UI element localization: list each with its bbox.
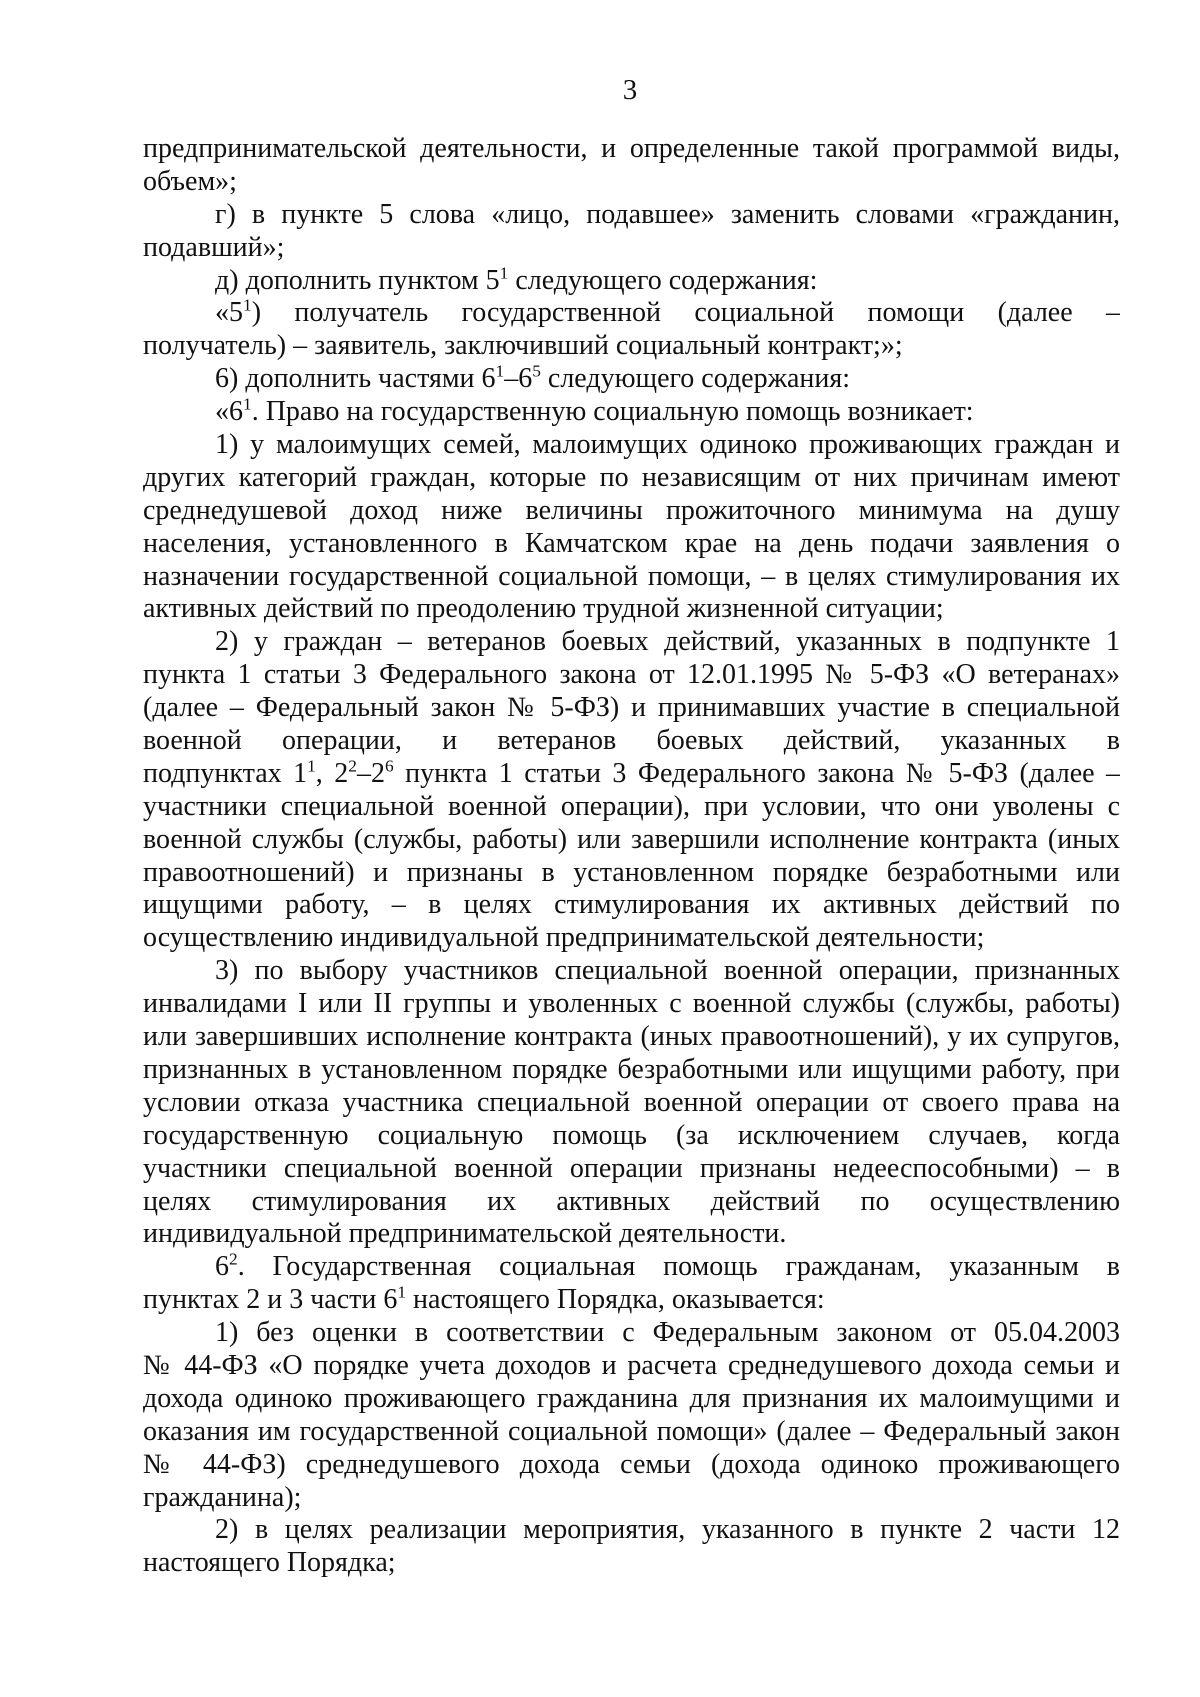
text-line: 2) в целях реализации мероприятия, указанного в пункте 2 части 12 <box>215 1514 1120 1546</box>
text-line: «$6^1$. Право на государственную социальную помощь возникает: <box>215 396 974 428</box>
text-line: активных действий по преодолению трудной жизненной ситуации; <box>143 593 944 625</box>
text-line: ищущими работу, – в целях стимулирования их активных действий по <box>143 889 1120 921</box>
text-line: настоящего Порядка; <box>143 1547 396 1579</box>
text-line: индивидуальной предпринимательской деятельности. <box>143 1218 787 1250</box>
text-line: участники специальной военной операции признаны недееспособными) – в <box>143 1152 1120 1184</box>
text-line: № 44-ФЗ) среднедушевого дохода семьи (дохода одиноко проживающего <box>143 1448 1120 1480</box>
text-line: целях стимулирования их активных действий по осуществлению <box>143 1185 1120 1217</box>
text-line: предпринимательской деятельности, и определенные такой программой виды, <box>143 133 1120 164</box>
text-line: гражданина); <box>143 1481 302 1513</box>
text-line: или завершивших исполнение контракта (иных правоотношений), у их супругов, <box>143 1021 1120 1053</box>
text-line: дохода одиноко проживающего гражданина для признания их малоимущими и <box>143 1382 1120 1414</box>
text-line: «$5^1$) получатель государственной социальной помощи (далее – <box>215 297 1120 329</box>
text-line: пунктах 2 и 3 части $6^1$ настоящего Порядка, оказывается: <box>143 1284 825 1316</box>
text-line: получатель) – заявитель, заключивший социальный контракт;»; <box>143 330 903 362</box>
text-line: пункта 1 статьи 3 Федерального закона от 12.01.1995 № 5-ФЗ «О ветеранах» <box>143 659 1120 691</box>
text-line: государственную социальную помощь (за исключением случаев, когда <box>143 1119 1120 1151</box>
text-line: объем»; <box>143 165 237 197</box>
text-line: осуществлению индивидуальной предпринимательской деятельности; <box>143 922 985 954</box>
text-line: других категорий граждан, которые по независящим от них причинам имеют <box>143 461 1120 493</box>
text-line: оказания им государственной социальной помощи» (далее – Федеральный закон <box>143 1415 1120 1447</box>
text-line: условии отказа участника специальной военной операции от своего права на <box>143 1086 1120 1118</box>
text-line: участники специальной военной операции), при условии, что они уволены с <box>143 790 1120 822</box>
text-line: (далее – Федеральный закон № 5-ФЗ) и принимавших участие в специальной <box>143 692 1120 724</box>
document-body <box>143 133 1120 1580</box>
text-line: признанных в установленном порядке безработными или ищущими работу, при <box>143 1053 1120 1085</box>
text-line: 6) дополнить частями $6^1-6^5$ следующего содержания: <box>215 363 850 395</box>
text-line: 3) по выбору участников специальной военной операции, признанных <box>215 955 1120 987</box>
text-line: населения, установленного в Камчатском крае на день подачи заявления о <box>143 527 1120 559</box>
text-line: $6^2$. Государственная социальная помощь гражданам, указанным в <box>215 1251 1120 1283</box>
text-line: 1) без оценки в соответствии с Федеральным законом от 05.04.2003 <box>215 1317 1120 1349</box>
text-line: военной операции, и ветеранов боевых действий, указанных в <box>143 725 1120 757</box>
text-line: 2) у граждан – ветеранов боевых действий, указанных в подпункте 1 <box>215 626 1120 658</box>
text-line: подавший»; <box>143 231 285 263</box>
text-line: военной службы (службы, работы) или завершили исполнение контракта (иных <box>143 823 1120 855</box>
page-number: 3 <box>622 74 638 106</box>
text-line: подпунктах $1^1$, $2^2-2^6$ пункта 1 статьи 3 Федерального закона № 5-ФЗ (далее – <box>143 757 1120 789</box>
text-line: г) в пункте 5 слова «лицо, подавшее» заменить словами «гражданин, <box>215 198 1120 230</box>
text-line: 1) у малоимущих семей, малоимущих одиноко проживающих граждан и <box>215 429 1120 461</box>
text-line: правоотношений) и признаны в установленном порядке безработными или <box>143 856 1120 888</box>
text-line: инвалидами I или II группы и уволенных с военной службы (службы, работы) <box>143 988 1120 1020</box>
text-line: д) дополнить пунктом $5^1$ следующего содержания: <box>215 264 818 296</box>
text-line: № 44-ФЗ «О порядке учета доходов и расчета среднедушевого дохода семьи и <box>143 1349 1120 1381</box>
text-line: среднедушевой доход ниже величины прожиточного минимума на душу <box>143 494 1120 526</box>
text-line: назначении государственной социальной помощи, – в целях стимулирования их <box>143 560 1120 592</box>
